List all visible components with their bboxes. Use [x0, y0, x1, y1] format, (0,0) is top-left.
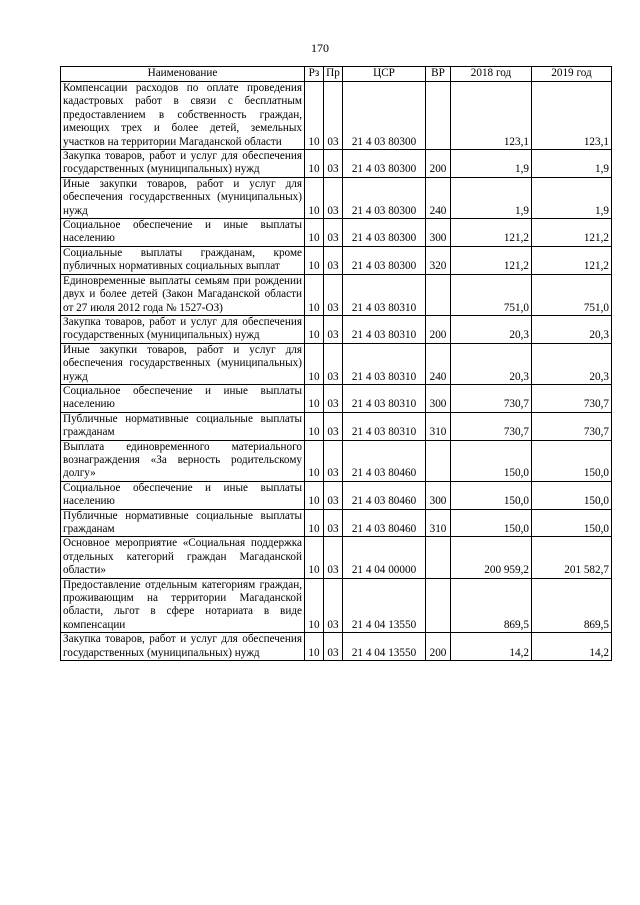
row-pr-cell: 03 [324, 440, 343, 481]
row-vr-cell: 300 [426, 481, 451, 509]
row-csr-cell: 21 4 03 80460 [343, 440, 426, 481]
row-csr-cell: 21 4 03 80300 [343, 150, 426, 178]
row-vr-cell: 310 [426, 509, 451, 537]
budget-table [60, 66, 612, 661]
row-pr-cell: 03 [324, 246, 343, 274]
table-row [61, 412, 612, 440]
table-row [61, 177, 612, 218]
row-csr-cell: 21 4 03 80310 [343, 343, 426, 384]
row-csr-cell: 21 4 03 80300 [343, 219, 426, 247]
row-rz-cell: 10 [305, 150, 324, 178]
row-vr-cell: 310 [426, 412, 451, 440]
row-vr-cell [426, 440, 451, 481]
table-row [61, 440, 612, 481]
row-name-cell: Закупка товаров, работ и услуг для обеспечения государственных (муниципальных) нужд [61, 315, 305, 343]
row-vr-cell: 200 [426, 315, 451, 343]
row-pr-cell: 03 [324, 578, 343, 633]
row-pr-cell: 03 [324, 274, 343, 315]
header-pr: Пр [324, 67, 343, 82]
row-2019-cell: 150,0 [532, 481, 612, 509]
table-row [61, 578, 612, 633]
header-name: Наименование [61, 67, 305, 82]
row-vr-cell [426, 578, 451, 633]
row-2018-cell: 14,2 [451, 633, 532, 661]
row-csr-cell: 21 4 03 80300 [343, 177, 426, 218]
row-vr-cell [426, 274, 451, 315]
row-csr-cell: 21 4 03 80300 [343, 82, 426, 150]
row-2018-cell: 730,7 [451, 384, 532, 412]
row-vr-cell: 200 [426, 150, 451, 178]
row-pr-cell: 03 [324, 412, 343, 440]
row-name-cell: Иные закупки товаров, работ и услуг для обеспечения государственных (муниципальных) нужд [61, 177, 305, 218]
row-2019-cell: 730,7 [532, 384, 612, 412]
row-name-cell: Основное мероприятие «Социальная поддержка отдельных категорий граждан Магаданской области» [61, 537, 305, 578]
row-name-cell: Выплата единовременного материального вознаграждения «За верность родительскому долгу» [61, 440, 305, 481]
row-rz-cell: 10 [305, 246, 324, 274]
row-rz-cell: 10 [305, 412, 324, 440]
row-csr-cell: 21 4 03 80460 [343, 481, 426, 509]
table-row [61, 150, 612, 178]
row-2018-cell: 20,3 [451, 315, 532, 343]
row-2019-cell: 1,9 [532, 150, 612, 178]
row-vr-cell: 200 [426, 633, 451, 661]
row-2018-cell: 1,9 [451, 150, 532, 178]
row-csr-cell: 21 4 03 80460 [343, 509, 426, 537]
row-name-cell: Закупка товаров, работ и услуг для обеспечения государственных (муниципальных) нужд [61, 150, 305, 178]
row-pr-cell: 03 [324, 384, 343, 412]
header-csr: ЦСР [343, 67, 426, 82]
table-row [61, 633, 612, 661]
row-vr-cell: 240 [426, 343, 451, 384]
row-rz-cell: 10 [305, 274, 324, 315]
row-name-cell: Социальное обеспечение и иные выплаты населению [61, 384, 305, 412]
table-row [61, 384, 612, 412]
row-rz-cell: 10 [305, 578, 324, 633]
row-pr-cell: 03 [324, 177, 343, 218]
row-rz-cell: 10 [305, 384, 324, 412]
row-2019-cell: 123,1 [532, 82, 612, 150]
row-csr-cell: 21 4 04 13550 [343, 578, 426, 633]
row-rz-cell: 10 [305, 440, 324, 481]
row-csr-cell: 21 4 04 13550 [343, 633, 426, 661]
table-row [61, 219, 612, 247]
table-row [61, 343, 612, 384]
row-2019-cell: 14,2 [532, 633, 612, 661]
row-name-cell: Публичные нормативные социальные выплаты гражданам [61, 412, 305, 440]
table-row [61, 315, 612, 343]
row-2019-cell: 20,3 [532, 315, 612, 343]
table-row [61, 274, 612, 315]
row-pr-cell: 03 [324, 537, 343, 578]
row-2019-cell: 150,0 [532, 509, 612, 537]
row-2018-cell: 20,3 [451, 343, 532, 384]
row-rz-cell: 10 [305, 509, 324, 537]
row-name-cell: Единовременные выплаты семьям при рождении двух и более детей (Закон Магаданской области от 27 июля 2012 года № 1527-ОЗ) [61, 274, 305, 315]
row-2019-cell: 201 582,7 [532, 537, 612, 578]
row-2019-cell: 869,5 [532, 578, 612, 633]
header-2018: 2018 год [451, 67, 532, 82]
row-2018-cell: 200 959,2 [451, 537, 532, 578]
row-pr-cell: 03 [324, 343, 343, 384]
row-2018-cell: 150,0 [451, 509, 532, 537]
row-2018-cell: 751,0 [451, 274, 532, 315]
row-2019-cell: 1,9 [532, 177, 612, 218]
row-csr-cell: 21 4 04 00000 [343, 537, 426, 578]
table-row [61, 246, 612, 274]
row-pr-cell: 03 [324, 509, 343, 537]
row-vr-cell: 240 [426, 177, 451, 218]
row-pr-cell: 03 [324, 82, 343, 150]
row-2019-cell: 150,0 [532, 440, 612, 481]
row-rz-cell: 10 [305, 633, 324, 661]
row-rz-cell: 10 [305, 481, 324, 509]
row-pr-cell: 03 [324, 315, 343, 343]
row-name-cell: Социальные выплаты гражданам, кроме публичных нормативных социальных выплат [61, 246, 305, 274]
header-2019: 2019 год [532, 67, 612, 82]
table-row [61, 82, 612, 150]
row-name-cell: Социальное обеспечение и иные выплаты населению [61, 481, 305, 509]
row-2019-cell: 121,2 [532, 219, 612, 247]
table-row [61, 481, 612, 509]
table-header-row [61, 67, 612, 82]
row-2018-cell: 121,2 [451, 246, 532, 274]
row-name-cell: Закупка товаров, работ и услуг для обеспечения государственных (муниципальных) нужд [61, 633, 305, 661]
table-row [61, 509, 612, 537]
row-rz-cell: 10 [305, 219, 324, 247]
row-name-cell: Публичные нормативные социальные выплаты гражданам [61, 509, 305, 537]
row-pr-cell: 03 [324, 219, 343, 247]
row-csr-cell: 21 4 03 80310 [343, 412, 426, 440]
row-name-cell: Социальное обеспечение и иные выплаты населению [61, 219, 305, 247]
row-2018-cell: 869,5 [451, 578, 532, 633]
row-vr-cell: 300 [426, 219, 451, 247]
row-2019-cell: 751,0 [532, 274, 612, 315]
row-2018-cell: 1,9 [451, 177, 532, 218]
row-2019-cell: 121,2 [532, 246, 612, 274]
row-2018-cell: 150,0 [451, 440, 532, 481]
row-rz-cell: 10 [305, 315, 324, 343]
row-2018-cell: 730,7 [451, 412, 532, 440]
row-name-cell: Предоставление отдельным категориям граждан, проживающим на территории Магаданской области, льгот в сфере нотариата в виде компенсации [61, 578, 305, 633]
header-rz: Рз [305, 67, 324, 82]
row-vr-cell: 300 [426, 384, 451, 412]
row-csr-cell: 21 4 03 80300 [343, 246, 426, 274]
page-number: 170 [311, 41, 329, 55]
row-2019-cell: 20,3 [532, 343, 612, 384]
row-vr-cell [426, 537, 451, 578]
row-rz-cell: 10 [305, 177, 324, 218]
row-name-cell: Иные закупки товаров, работ и услуг для обеспечения государственных (муниципальных) нужд [61, 343, 305, 384]
table-row [61, 537, 612, 578]
row-pr-cell: 03 [324, 150, 343, 178]
row-csr-cell: 21 4 03 80310 [343, 384, 426, 412]
row-pr-cell: 03 [324, 481, 343, 509]
row-rz-cell: 10 [305, 537, 324, 578]
row-rz-cell: 10 [305, 82, 324, 150]
row-name-cell: Компенсации расходов по оплате проведения кадастровых работ в связи с бесплатным предоставлением в собственность граждан, имеющих трех и более детей, земельных участков на территории Магаданской области [61, 82, 305, 150]
row-csr-cell: 21 4 03 80310 [343, 274, 426, 315]
row-2018-cell: 121,2 [451, 219, 532, 247]
row-rz-cell: 10 [305, 343, 324, 384]
header-vr: ВР [426, 67, 451, 82]
row-2018-cell: 150,0 [451, 481, 532, 509]
row-vr-cell [426, 82, 451, 150]
row-2018-cell: 123,1 [451, 82, 532, 150]
row-pr-cell: 03 [324, 633, 343, 661]
row-csr-cell: 21 4 03 80310 [343, 315, 426, 343]
row-2019-cell: 730,7 [532, 412, 612, 440]
row-vr-cell: 320 [426, 246, 451, 274]
